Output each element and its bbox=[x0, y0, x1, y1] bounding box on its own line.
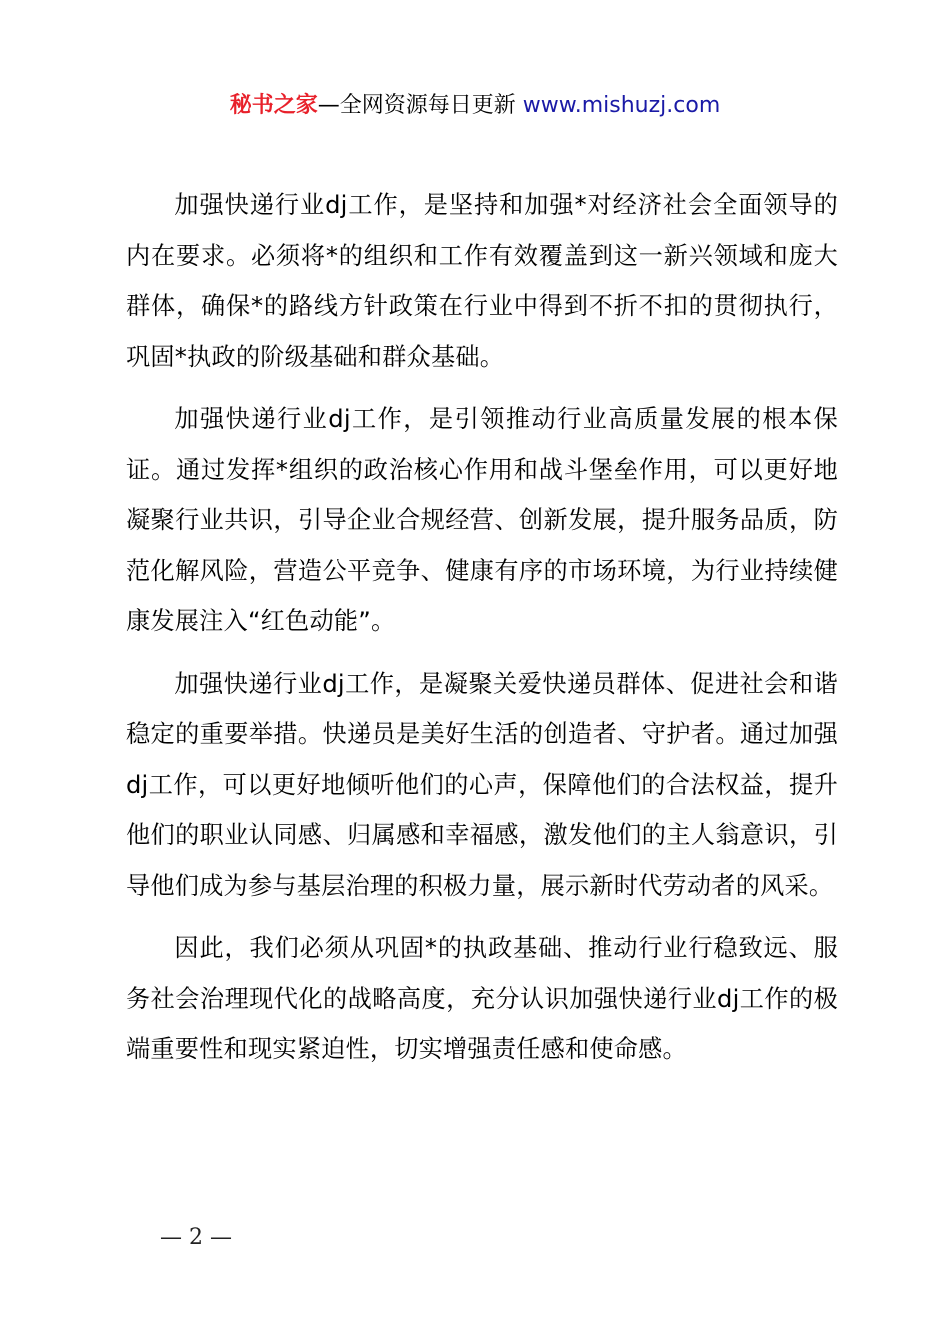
paragraph-1: 加强快递行业dj工作，是坚持和加强*对经济社会全面领导的内在要求。必须将*的组织和工作有效覆盖到这一新兴领域和庞大群体，确保*的路线方针政策在行业中得到不折不扣的贯彻执行，巩固*执政的阶级基础和群众基础。 bbox=[126, 191, 838, 371]
paragraph-2: 加强快递行业dj工作，是引领推动行业高质量发展的根本保证。通过发挥*组织的政治核心作用和战斗堡垒作用，可以更好地凝聚行业共识，引导企业合规经营、创新发展，提升服务品质，防范化解风险，营造公平竞争、健康有序的市场环境，为行业持续健康发展注入“红色动能”。 bbox=[126, 405, 838, 635]
site-url[interactable]: www.mishuzj.com bbox=[522, 93, 721, 118]
site-header bbox=[0, 86, 950, 126]
document-body bbox=[126, 180, 838, 1087]
paragraph-3: 加强快递行业dj工作，是凝聚关爱快递员群体、促进社会和谐稳定的重要举措。快递员是美好生活的创造者、守护者。通过加强dj工作，可以更好地倾听他们的心声，保障他们的合法权益，提升他们的职业认同感、归属感和幸福感，激发他们的主人翁意识，引导他们成为参与基层治理的积极力量，展示新时代劳动者的风采。 bbox=[126, 669, 838, 900]
header-slogan: —全网资源每日更新 bbox=[317, 93, 516, 118]
page-number: — 2 — bbox=[160, 1225, 232, 1250]
paragraph-4: 因此，我们必须从巩固*的执政基础、推动行业行稳致远、服务社会治理现代化的战略高度，充分认识加强快递行业dj工作的极端重要性和现实紧迫性，切实增强责任感和使命感。 bbox=[126, 934, 838, 1063]
brand-name: 秘书之家 bbox=[229, 93, 318, 118]
